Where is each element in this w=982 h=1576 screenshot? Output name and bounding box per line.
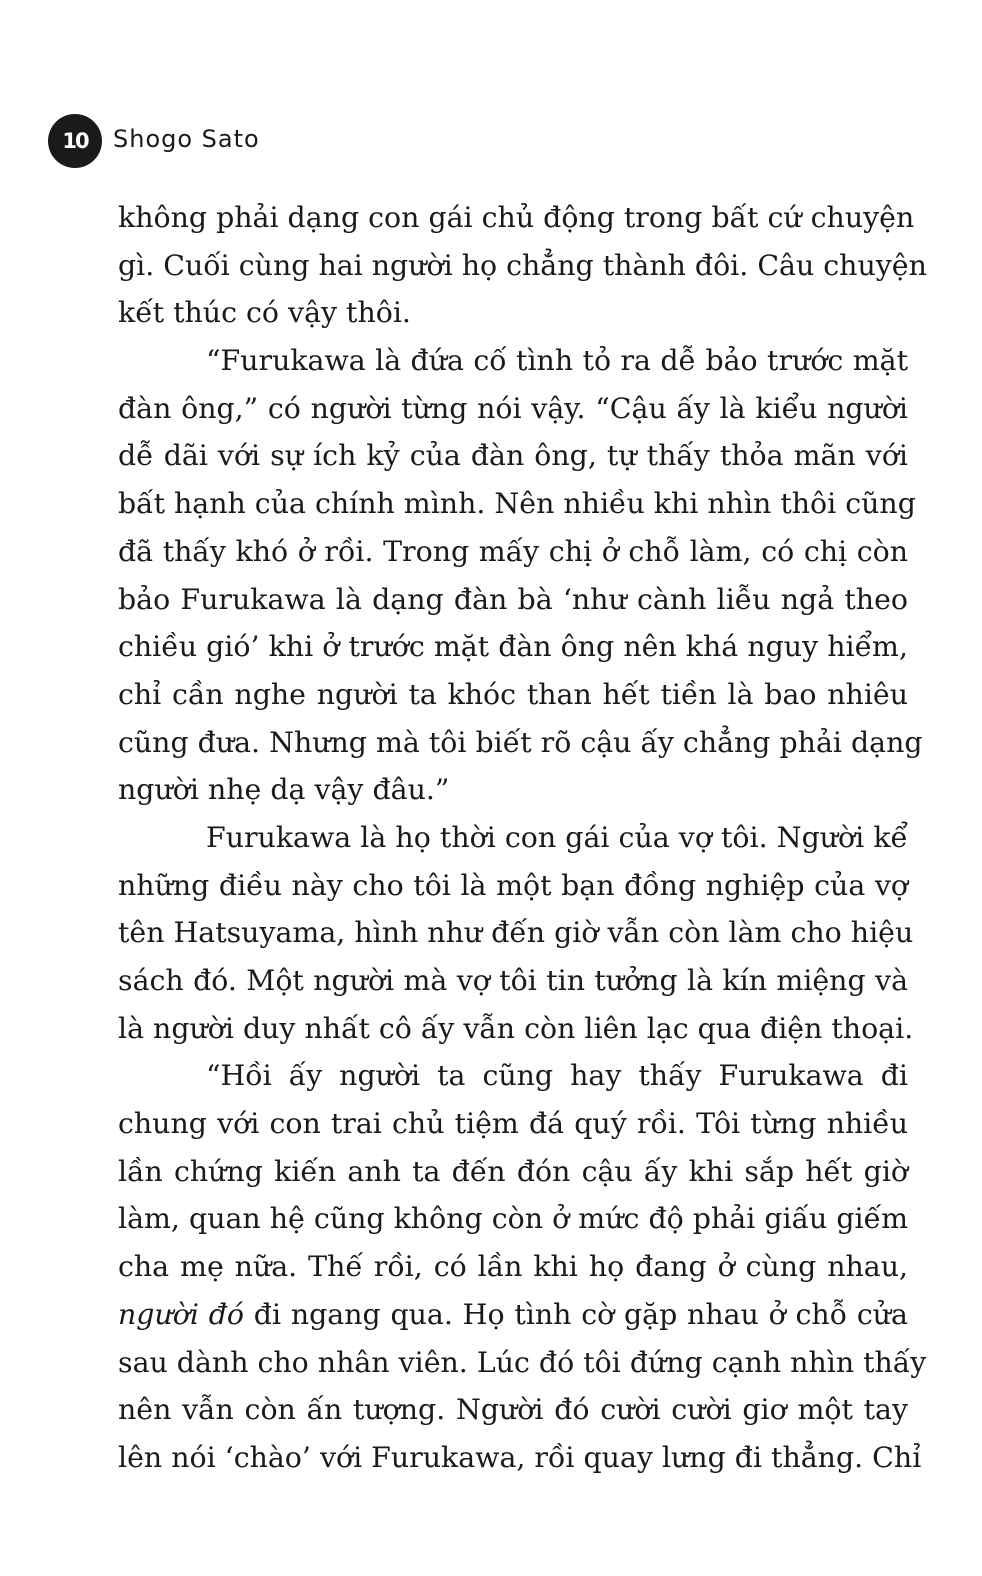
text-line: bất hạnh của chính mình. Nên nhiều khi nhìn thôi cũng	[118, 487, 916, 521]
text-line: Furukawa là họ thời con gái của vợ tôi. Người kể	[206, 820, 908, 854]
page-header	[48, 114, 260, 168]
text-line: là người duy nhất cô ấy vẫn còn liên lạc qua điện thoại.	[118, 1011, 914, 1045]
page-number-badge: 10	[48, 114, 102, 168]
text-line: nên vẫn còn ấn tượng. Người đó cười cười giơ một tay	[118, 1393, 908, 1427]
text-line: làm, quan hệ cũng không còn ở mức độ phải giấu giếm	[118, 1202, 908, 1236]
text-line: “Hồi ấy người ta cũng hay thấy Furukawa đi	[206, 1059, 908, 1093]
text-line: đàn ông,” có người từng nói vậy. “Cậu ấy là kiểu người	[118, 391, 908, 425]
text-line	[118, 1291, 908, 1339]
text-line: cũng đưa. Nhưng mà tôi biết rõ cậu ấy chẳng phải dạng	[118, 725, 923, 759]
text-line: gì. Cuối cùng hai người họ chẳng thành đôi. Câu chuyện	[118, 248, 927, 282]
italic-segment: người đó	[118, 1297, 244, 1331]
text-line: lên nói ‘chào’ với Furukawa, rồi quay lưng đi thẳng. Chỉ	[118, 1440, 922, 1474]
text-line: sau dành cho nhân viên. Lúc đó tôi đứng cạnh nhìn thấy	[118, 1345, 927, 1379]
text-line: không phải dạng con gái chủ động trong bất cứ chuyện	[118, 201, 915, 234]
text-line: lần chứng kiến anh ta đến đón cậu ấy khi sắp hết giờ	[118, 1154, 908, 1188]
text-line: dễ dãi với sự ích kỷ của đàn ông, tự thấy thỏa mãn với	[118, 439, 908, 473]
text-line: “Furukawa là đứa cố tình tỏ ra dễ bảo trước mặt	[206, 344, 908, 378]
body-text	[118, 194, 927, 1482]
text-segment: đi ngang qua. Họ tình cờ gặp nhau ở chỗ cửa	[243, 1297, 908, 1331]
text-line: cha mẹ nữa. Thế rồi, có lần khi họ đang ở cùng nhau,	[118, 1250, 908, 1284]
text-line: kết thúc có vậy thôi.	[118, 296, 411, 330]
running-head-author: Shogo Sato	[113, 125, 260, 153]
text-line: người nhẹ dạ vậy đâu.”	[118, 773, 450, 807]
text-line: sách đó. Một người mà vợ tôi tin tưởng là kín miệng và	[118, 964, 908, 997]
text-line: bảo Furukawa là dạng đàn bà ‘như cành liễu ngả theo	[118, 582, 908, 616]
text-line: tên Hatsuyama, hình như đến giờ vẫn còn làm cho hiệu	[118, 916, 914, 950]
text-line: đã thấy khó ở rồi. Trong mấy chị ở chỗ làm, có chị còn	[118, 534, 908, 568]
text-line: chiều gió’ khi ở trước mặt đàn ông nên khá nguy hiểm,	[118, 630, 908, 664]
text-line: những điều này cho tôi là một bạn đồng nghiệp của vợ	[118, 868, 908, 902]
text-line: chỉ cần nghe người ta khóc than hết tiền là bao nhiêu	[118, 677, 908, 711]
text-line: chung với con trai chủ tiệm đá quý rồi. Tôi từng nhiều	[118, 1107, 908, 1141]
